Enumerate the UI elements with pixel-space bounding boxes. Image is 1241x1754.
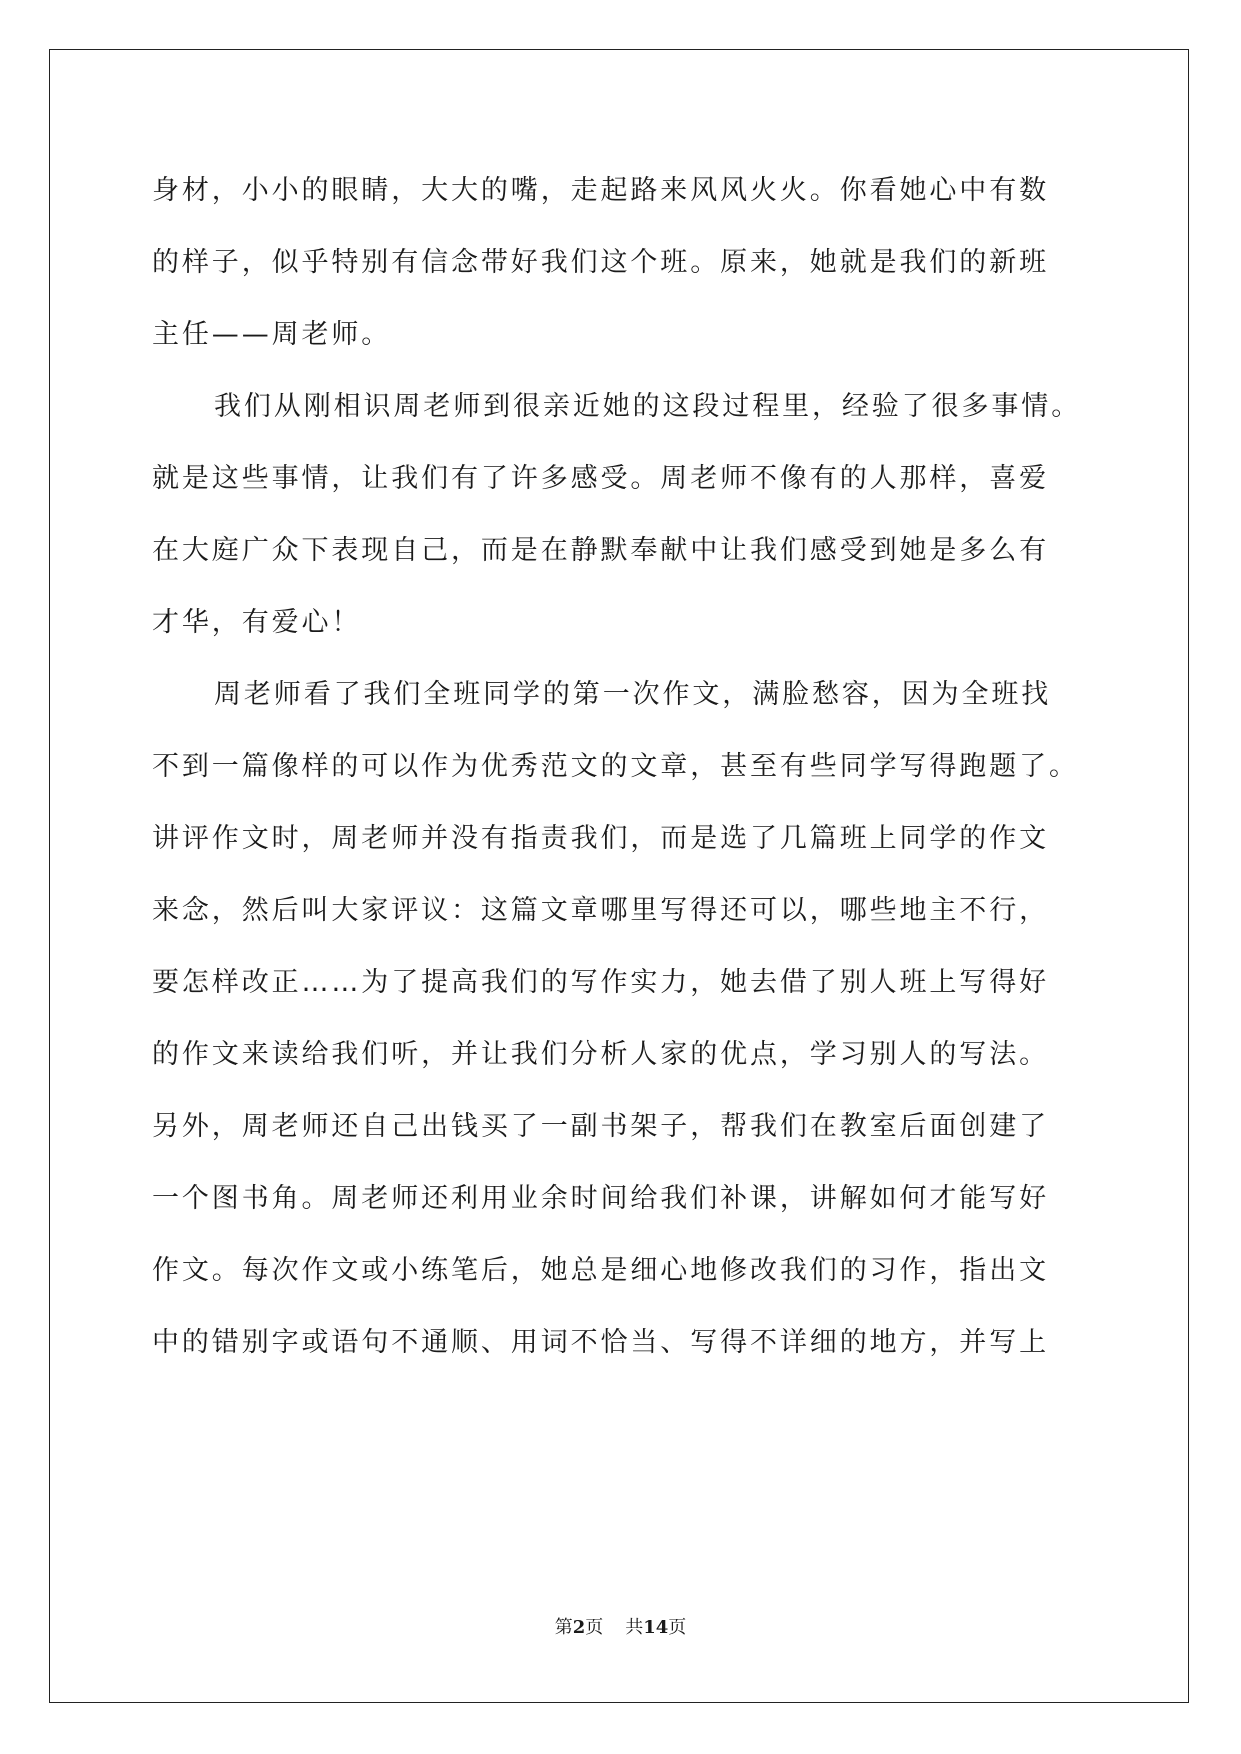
paragraph-first-line: 周老师看了我们全班同学的第一次作文，满脸愁容，因为全班找 (214, 679, 1052, 710)
text-line: 就是这些事情，让我们有了许多感受。周老师不像有的人那样，喜爱 (152, 463, 1049, 494)
paragraph-first-line: 我们从刚相识周老师到很亲近她的这段过程里，经验了很多事情。 (214, 391, 1082, 422)
page-number: 第2页 (554, 1617, 604, 1638)
text-line: 的作文来读给我们听，并让我们分析人家的优点，学习别人的写法。 (152, 1039, 1049, 1070)
text-line: 才华，有爱心！ (152, 607, 362, 638)
text-line: 的样子，似乎特别有信念带好我们这个班。原来，她就是我们的新班 (152, 247, 1049, 278)
page-footer (0, 1616, 1241, 1640)
page-total: 共14页 (625, 1617, 687, 1638)
text-line: 不到一篇像样的可以作为优秀范文的文章，甚至有些同学写得跑题了。 (152, 751, 1079, 782)
page-border (49, 49, 1189, 1703)
text-line: 主任——周老师。 (152, 319, 392, 350)
text-line: 来念，然后叫大家评议：这篇文章哪里写得还可以，哪些地主不行， (152, 895, 1049, 926)
text-line: 另外，周老师还自己出钱买了一副书架子，帮我们在教室后面创建了 (152, 1111, 1049, 1142)
text-line: 中的错别字或语句不通顺、用词不恰当、写得不详细的地方，并写上 (152, 1327, 1049, 1358)
text-line: 一个图书角。周老师还利用业余时间给我们补课，讲解如何才能写好 (152, 1183, 1049, 1214)
text-line: 身材，小小的眼睛，大大的嘴，走起路来风风火火。你看她心中有数 (152, 175, 1049, 206)
text-line: 在大庭广众下表现自己，而是在静默奉献中让我们感受到她是多么有 (152, 535, 1049, 566)
text-line: 要怎样改正……为了提高我们的写作实力，她去借了别人班上写得好 (152, 967, 1049, 998)
text-line: 讲评作文时，周老师并没有指责我们，而是选了几篇班上同学的作文 (152, 823, 1049, 854)
text-line: 作文。每次作文或小练笔后，她总是细心地修改我们的习作，指出文 (152, 1255, 1049, 1286)
